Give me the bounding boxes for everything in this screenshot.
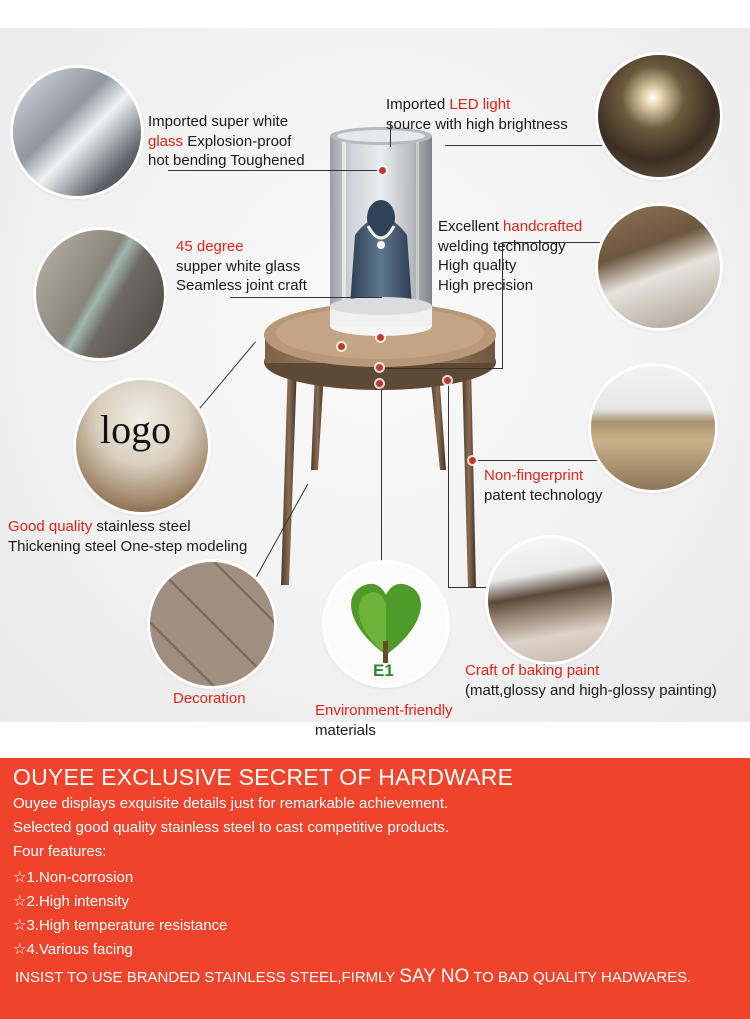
panel-line: Ouyee displays exquisite details just for remarkable achievement.: [13, 795, 449, 812]
section-separator: [0, 740, 750, 758]
feature-item: ☆1.Non-corrosion: [13, 869, 134, 886]
logo-engraving: logo: [100, 407, 172, 452]
connector-welding: [381, 368, 503, 369]
baking-paint-detail-photo: [488, 538, 612, 662]
glass-detail-photo: [13, 68, 141, 196]
panel-slogan: INSIST TO USE BRANDED STAINLESS STEEL,FIRMLY SAY NO TO BAD QUALITY HADWARES.: [15, 966, 692, 987]
glass-corner-detail-photo: [36, 230, 164, 358]
marker-dot: [376, 380, 383, 387]
connector-degree: [230, 297, 382, 298]
marker-dot: [338, 343, 345, 350]
panel-line: Four features:: [13, 843, 107, 860]
callout-fingerprint: Non-fingerprint patent technology: [484, 467, 603, 504]
panel-line: Selected good quality stainless steel to cast competitive products.: [13, 819, 450, 836]
callout-steel: Good quality stainless steel Thickening steel One-step modeling: [8, 518, 248, 555]
callout-45-degree: 45 degree supper white glass Seamless joint craft: [176, 238, 307, 294]
callout-baking: Craft of baking paint (matt,glossy and high-glossy painting): [465, 662, 717, 699]
logo-detail-photo: [76, 380, 208, 512]
connector-fingerprint: [472, 460, 602, 461]
hardware-info-panel: [0, 758, 750, 1019]
marker-dot: [444, 377, 451, 384]
callout-led: Imported LED light source with high brightness: [386, 96, 568, 133]
e1-badge: E1: [373, 661, 394, 680]
marker-dot: [379, 167, 386, 174]
connector-eco: [381, 385, 382, 570]
feature-item: ☆3.High temperature resistance: [13, 917, 228, 934]
callout-welding: Excellent handcrafted welding technology High quality High precision: [438, 218, 583, 294]
callout-decoration: Decoration: [173, 690, 246, 707]
marker-dot: [376, 364, 383, 371]
welding-detail-photo: [598, 206, 720, 328]
connector-baking-h: [448, 587, 490, 588]
feature-item: ☆2.High intensity: [13, 893, 130, 910]
marker-dot: [469, 457, 476, 464]
decoration-detail-photo: [150, 562, 274, 686]
callout-glass: Imported super white glass Explosion-proof hot bending Toughened: [148, 113, 305, 169]
connector-led-right: [445, 145, 605, 146]
marker-dot: [377, 334, 384, 341]
eco-detail-photo: [325, 563, 447, 685]
callout-eco: Environment-friendly materials: [315, 702, 453, 739]
feature-item: ☆4.Various facing: [13, 941, 133, 958]
connector-baking-v: [448, 382, 449, 587]
panel-title: OUYEE EXCLUSIVE SECRET OF HARDWARE: [13, 764, 514, 790]
fingerprint-detail-photo: [591, 366, 715, 490]
led-detail-photo: [598, 55, 720, 177]
